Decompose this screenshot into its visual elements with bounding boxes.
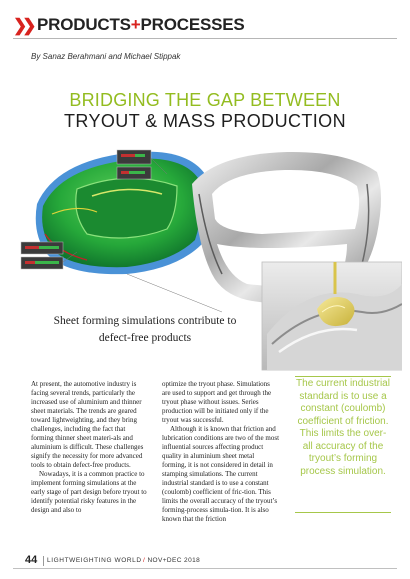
page-number: 44 bbox=[25, 554, 38, 566]
section-title-part2: PROCESSES bbox=[140, 15, 245, 34]
section-title bbox=[37, 15, 245, 35]
body-paragraph: optimize the tryout phase. Simulations are used to support and get through the tryout phase without issues. Series production will be initiated only if the tryout was successful. bbox=[162, 380, 272, 424]
footer-divider bbox=[43, 556, 44, 566]
section-title-part1: PRODUCTS bbox=[37, 15, 131, 34]
issue-date: NOV+DEC 2018 bbox=[147, 557, 201, 564]
bottom-rule bbox=[13, 568, 397, 569]
subtitle: Sheet forming simulations contribute to defect-free products bbox=[40, 313, 250, 347]
body-paragraph: Nowadays, it is a common practice to implement forming simulations at the early stage of part design before tryout to identify potential risky features in the design and also to bbox=[31, 470, 147, 514]
section-header bbox=[13, 14, 397, 39]
issue-date-wrap bbox=[143, 557, 200, 564]
section-title-plus: + bbox=[130, 15, 141, 34]
pullquote-rule-top bbox=[295, 376, 391, 377]
headline-line2: TRYOUT & MASS PRODUCTION bbox=[64, 111, 346, 131]
body-column-1 bbox=[31, 380, 149, 515]
body-paragraph: Although it is known that friction and lubrication conditions are two of the most influential sources affecting product quality in aluminium sheet metal forming, it is not considered in detail in stamping simulations. The current industrial standard is to use a constant (coulomb) coefficient of fric-tion. This limits the overall accuracy of the tryout’s forming-process simula-tion. It is also known that the friction bbox=[162, 425, 280, 523]
headline bbox=[0, 90, 410, 132]
headline-line1: BRIDGING THE GAP BETWEEN bbox=[69, 90, 341, 110]
chevrons-icon: ❯❯ bbox=[13, 16, 32, 35]
byline: By Sanaz Berahmani and Michael Stippak bbox=[31, 52, 181, 61]
footer-slash: / bbox=[143, 557, 146, 564]
magazine-name: LIGHTWEIGHTING WORLD bbox=[47, 557, 142, 564]
body-paragraph: At present, the automotive industry is facing several trends, particularly the increased use of aluminium and thinner sheet materials. The trends are geared toward lightweighting, and they bring challenges, including the fact that forming thinner sheet materi-als and aluminium is difficult. These challenges signify the necessity for more advanced tools to obtain defect-free products. bbox=[31, 380, 144, 469]
body-column-2 bbox=[162, 380, 280, 524]
footer bbox=[17, 554, 397, 568]
pullquote-rule-bottom bbox=[295, 512, 391, 513]
pullquote: The current industrial standard is to use a constant (coulomb) coefficient of friction. This limits the over-all accuracy of the tryout’s forming process simulation. bbox=[296, 378, 390, 477]
